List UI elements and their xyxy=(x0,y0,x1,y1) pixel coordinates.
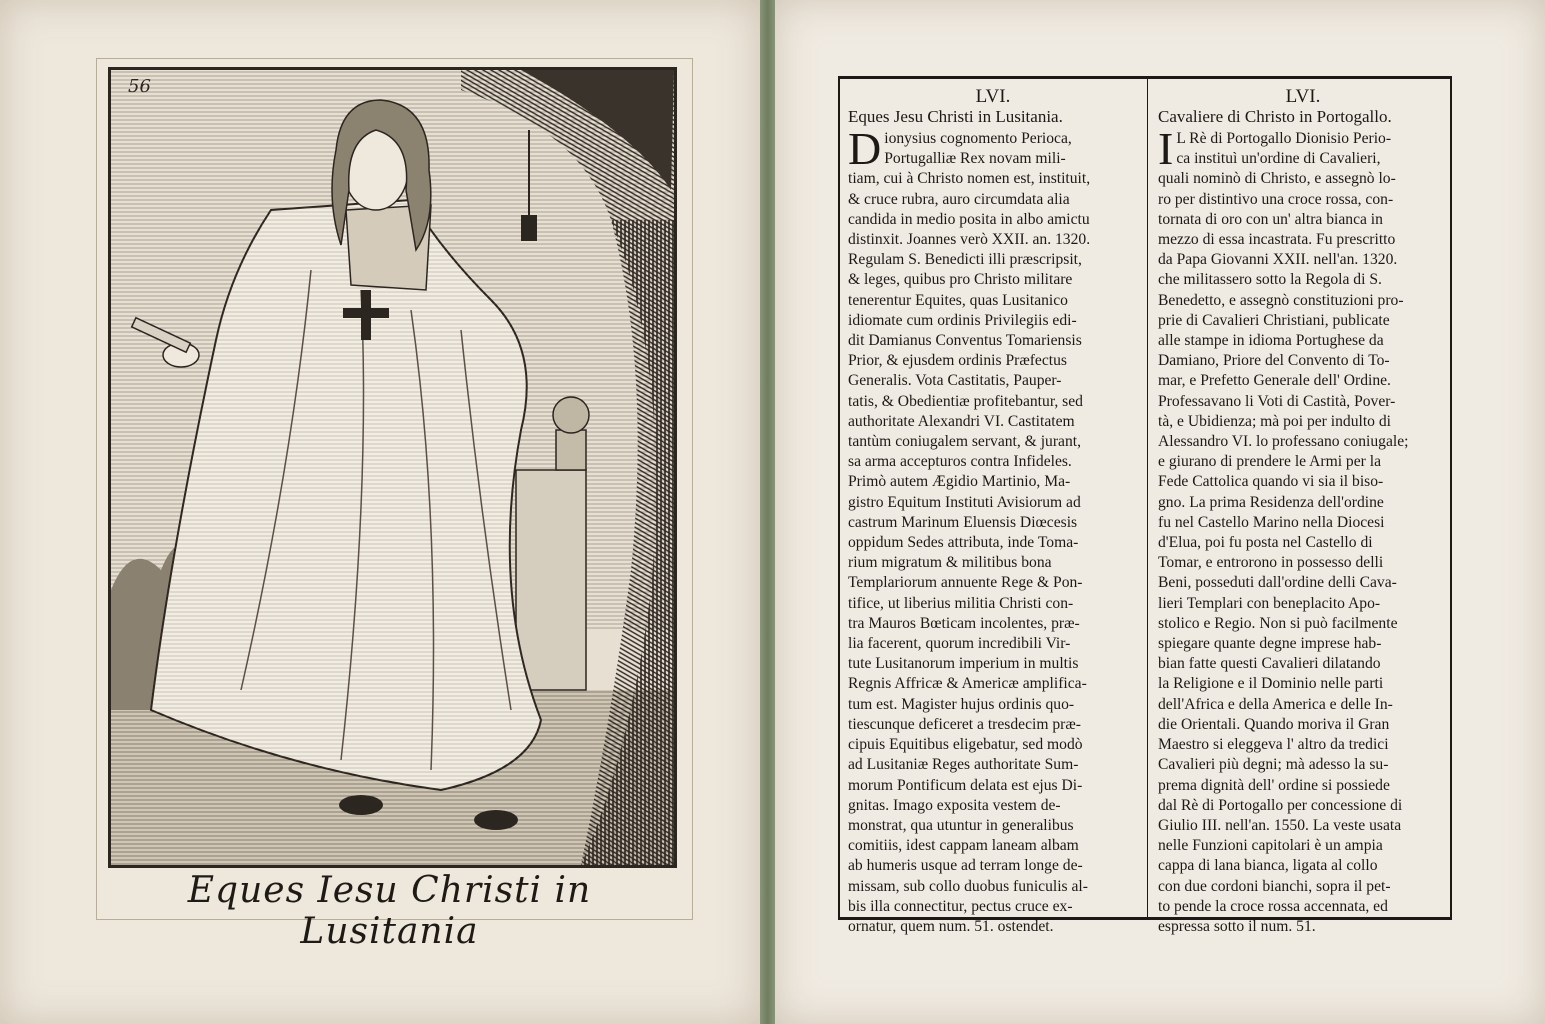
text-line: Regnis Affricæ & Americæ amplifica- xyxy=(848,675,1087,693)
text-line: gno. La prima Residenza dell'ordine xyxy=(1158,493,1384,511)
text-line: Prior, & ejusdem ordinis Præfectus xyxy=(848,352,1067,370)
latin-number: LVI. xyxy=(975,86,1011,107)
text-line: ab humeris usque ad terram longe de- xyxy=(848,857,1083,875)
text-line: lieri Templari con beneplacito Apo- xyxy=(1158,594,1381,612)
text-line: tornata di oro con un' altra bianca in xyxy=(1158,210,1383,228)
text-line: Generalis. Vota Castitatis, Pauper- xyxy=(848,372,1062,390)
text-line: ornatur, quem num. 51. ostendet. xyxy=(848,917,1054,935)
text-line: Beni, posseduti dall'ordine delli Cava- xyxy=(1158,574,1397,592)
text-line: morum Pontificum delata est ejus Di- xyxy=(848,776,1083,794)
text-line: Cavalieri più degni; mà adesso la su- xyxy=(1158,756,1389,774)
text-line: missam, sub collo duobus funiculis al- xyxy=(848,877,1088,895)
latin-lines xyxy=(848,123,1138,937)
text-line: tatis, & Obedientiæ profitebantur, sed xyxy=(848,392,1083,410)
text-line: rium migratum & militibus bona xyxy=(848,554,1052,572)
italian-dropcap: I xyxy=(1158,123,1174,174)
text-line: Tomar, e entrorono in possesso delli xyxy=(1158,554,1384,572)
italian-body xyxy=(1158,123,1448,937)
italian-column xyxy=(1158,87,1448,937)
text-line: tantùm coniugalem servant, & jurant, xyxy=(848,433,1081,451)
text-line: tenerentur Equites, quas Lusitanico xyxy=(848,291,1068,309)
text-line: Portugalliæ Rex novam mili- xyxy=(884,150,1066,168)
text-line: e giurano di prendere le Armi per la xyxy=(1158,453,1381,471)
text-line: Regulam S. Benedicti illi præscripsit, xyxy=(848,251,1082,269)
text-line: & leges, quibus pro Christo militare xyxy=(848,271,1073,289)
latin-body xyxy=(848,123,1138,937)
text-line: to pende la croce rossa accennata, ed xyxy=(1158,897,1388,915)
text-line: Giulio III. nell'an. 1550. La veste usata xyxy=(1158,816,1402,834)
text-line: Alessandro VI. lo professano coniugale; xyxy=(1158,433,1409,451)
text-line: tiam, cui à Christo nomen est, instituit, xyxy=(848,170,1091,188)
italian-number: LVI. xyxy=(1285,86,1321,107)
text-line: ad Lusitaniæ Reges authoritate Sum- xyxy=(848,756,1079,774)
text-line: ionysius cognomento Perioca, xyxy=(884,130,1072,147)
text-line: cipuis Equitibus eligebatur, sed modò xyxy=(848,736,1083,754)
text-line: cappa di lana bianca, ligata al collo xyxy=(1158,857,1378,875)
text-line: tra Mauros Bœticam incolentes, præ- xyxy=(848,614,1080,632)
text-line: alle stampe in idioma Portughese da xyxy=(1158,332,1384,350)
text-line: tum est. Magister hujus ordinis quo- xyxy=(848,695,1075,713)
text-line: mezzo di essa incastrata. Fu prescritto xyxy=(1158,231,1396,249)
text-line: tà, e Ubidienza; mà poi per indulto di xyxy=(1158,412,1391,430)
text-line: bian fatte questi Cavalieri dilatando xyxy=(1158,655,1381,673)
left-page xyxy=(0,0,760,1024)
text-line: mar, e Prefetto Generale dell' Ordine. xyxy=(1158,372,1391,390)
text-line: che militassero sotto la Regola di S. xyxy=(1158,271,1382,289)
text-line: die Orientali. Quando moriva il Gran xyxy=(1158,715,1390,733)
text-line: L Rè di Portogallo Dionisio Perio- xyxy=(1176,130,1392,147)
text-line: comitiis, idest cappam laneam albam xyxy=(848,837,1079,855)
text-line: tiescunque deficeret a tresdecim præ- xyxy=(848,715,1081,733)
text-line: nelle Funzioni capitolari è un ampia xyxy=(1158,837,1383,855)
text-line: lia facerent, quorum incredibili Vir- xyxy=(848,635,1071,653)
text-line: dit Damianus Conventus Tomariensis xyxy=(848,332,1082,350)
text-line: Primò autem Ægidio Martinio, Ma- xyxy=(848,473,1071,491)
text-line: spiegare quante degne imprese hab- xyxy=(1158,635,1382,653)
text-line: Benedetto, e assegnò constituzioni pro- xyxy=(1158,291,1404,309)
text-line: gistro Equitum Instituti Avisiorum ad xyxy=(848,493,1081,511)
plate-number: 56 xyxy=(128,76,151,97)
text-frame xyxy=(838,76,1452,935)
text-line: dal Rè di Portogallo per concessione di xyxy=(1158,796,1403,814)
italian-lines xyxy=(1158,123,1448,937)
book-gutter xyxy=(760,0,775,1024)
text-line: espressa sotto il num. 51. xyxy=(1158,917,1316,935)
text-line: bis illa connectitur, pectus cruce ex- xyxy=(848,897,1073,915)
text-line: idiomate cum ordinis Privilegiis edi- xyxy=(848,311,1077,329)
text-line: tute Lusitanorum imperium in multis xyxy=(848,655,1079,673)
text-line: distinxit. Joannes verò XXII. an. 1320. xyxy=(848,231,1091,249)
latin-column xyxy=(848,87,1138,937)
knight-engraving xyxy=(111,70,674,865)
latin-dropcap: D xyxy=(848,123,882,174)
text-line: ro per distintivo una croce rossa, con- xyxy=(1158,190,1394,208)
text-line: tifice, ut liberius militia Christi con- xyxy=(848,594,1074,612)
column-divider xyxy=(1147,79,1148,917)
text-line: oppidum Sedes attributa, inde Toma- xyxy=(848,534,1079,552)
text-line: sa arma accepturos contra Infideles. xyxy=(848,453,1072,471)
text-line: ca instituì un'ordine di Cavalieri, xyxy=(1176,150,1381,168)
text-line: fu nel Castello Marino nella Diocesi xyxy=(1158,513,1385,531)
text-line: prema dignità dell' ordine si possiede xyxy=(1158,776,1390,794)
text-line: con due cordoni bianchi, sopra il pet- xyxy=(1158,877,1391,895)
text-line: authoritate Alexandri VI. Castitatem xyxy=(848,412,1075,430)
text-line: Professavano li Voti di Castità, Pover- xyxy=(1158,392,1396,410)
text-line: d'Elua, poi fu posta nel Castello di xyxy=(1158,534,1373,552)
text-line: stolico e Regio. Non si può facilmente xyxy=(1158,614,1398,632)
text-line: Maestro si eleggeva l' altro da tredici xyxy=(1158,736,1389,754)
text-line: candida in medio posita in albo amictu xyxy=(848,210,1090,228)
text-line: Damiano, Priore del Convento di To- xyxy=(1158,352,1390,370)
italian-title: Cavaliere di Christo in Portogallo. xyxy=(1158,107,1392,126)
engraving-caption: Eques Iesu Christi in Lusitania xyxy=(187,870,592,952)
text-line: & cruce rubra, auro circumdata alia xyxy=(848,190,1070,208)
text-line: prie di Cavalieri Christiani, publicate xyxy=(1158,311,1390,329)
text-line: dell'Africa e della America e delle In- xyxy=(1158,695,1393,713)
text-line: Templariorum annuente Rege & Pon- xyxy=(848,574,1083,592)
text-line: Fede Cattolica quando vi sia il biso- xyxy=(1158,473,1384,491)
text-line: monstrat, qua utuntur in generalibus xyxy=(848,816,1074,834)
text-line: castrum Marinum Eluensis Diœcesis xyxy=(848,513,1078,531)
text-line: da Papa Giovanni XXII. nell'an. 1320. xyxy=(1158,251,1398,269)
latin-title: Eques Jesu Christi in Lusitania. xyxy=(848,107,1063,126)
text-line: quali nominò di Christo, e assegnò lo- xyxy=(1158,170,1396,188)
engraving-illustration xyxy=(108,67,677,868)
text-line: gnitas. Imago exposita vestem de- xyxy=(848,796,1061,814)
text-line: la Religione e il Dominio nelle parti xyxy=(1158,675,1384,693)
